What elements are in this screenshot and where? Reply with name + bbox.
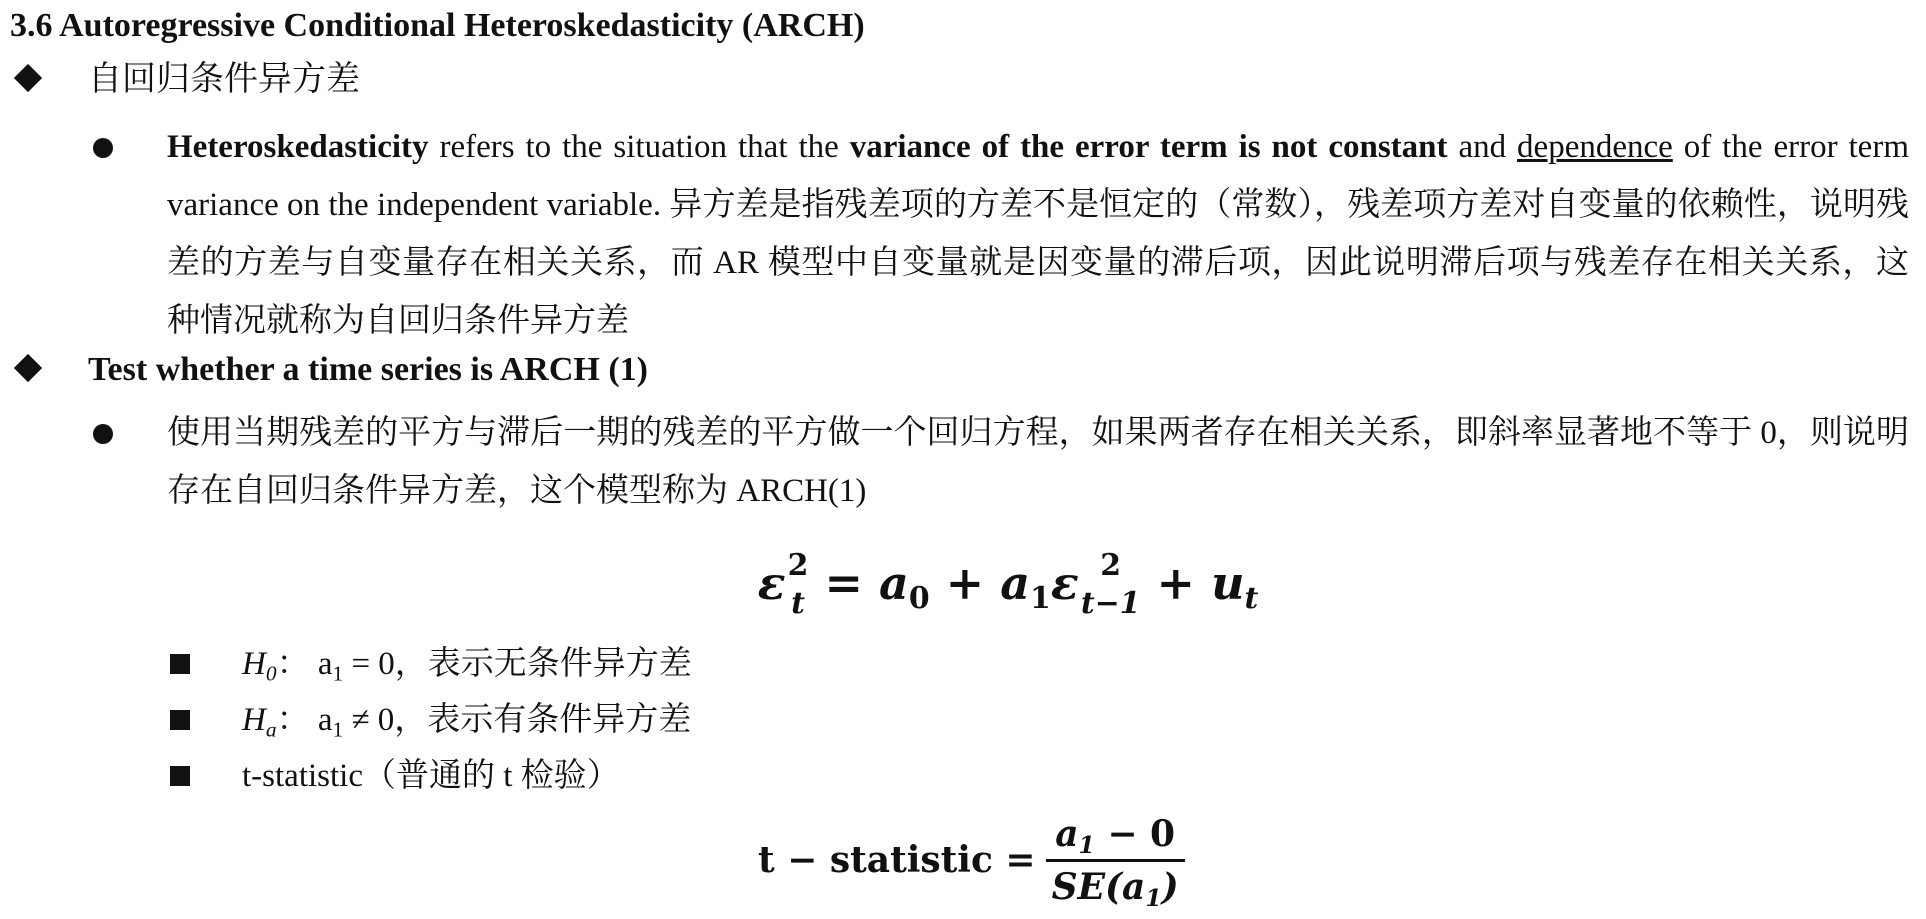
section2-title: Test whether a time series is ARCH (1) (88, 351, 648, 388)
term-heteroskedasticity: Heteroskedasticity (167, 129, 429, 165)
h0-sub: 0 (265, 661, 277, 686)
para-text-2: and (1447, 129, 1518, 165)
tstat-num: a (1055, 812, 1079, 855)
eq-e-sub: t−1 (1080, 586, 1141, 621)
tstat-lhs: t − statistic = (758, 839, 1036, 881)
h0-rest-sub: 1 (332, 661, 344, 686)
eq-e: ε (1050, 556, 1079, 610)
h0-tail: = 0，表示无条件异方差 (343, 646, 692, 682)
ha-var: H (242, 702, 266, 738)
tstat-num-rest: − 0 (1094, 812, 1176, 855)
section1-title: 自回归条件异方差 (88, 61, 360, 98)
ha-rest: ： a (276, 702, 333, 738)
tstat-den: SE(a (1051, 865, 1146, 908)
diamond-bullet-icon (14, 354, 42, 382)
square-bullet-icon (170, 710, 190, 730)
eq-lhs: ε (757, 556, 786, 610)
ha-sub: a (265, 717, 277, 742)
arch-test-paragraph: 使用当期残差的平方与滞后一期的残差的平方做一个回归方程，如果两者存在相关关系，即斜率显著地不等于 0，则说明存在自回归条件异方差，这个模型称为 ARCH(1) (167, 415, 1909, 509)
square-bullet-icon (170, 766, 190, 786)
diamond-bullet-icon (14, 64, 42, 92)
eq-u: u (1211, 556, 1245, 610)
emphasis-text: variance of the error term is not constant (849, 129, 1448, 165)
arch1-equation (0, 548, 1926, 621)
circle-bullet-icon (93, 424, 113, 444)
h0-var: H (242, 646, 266, 682)
heteroskedasticity-paragraph (167, 118, 1909, 350)
eq-plus2: + (1140, 556, 1212, 610)
t-statistic-label: t-statistic（普通的 t 检验） (242, 758, 620, 794)
square-bullet-icon (170, 654, 190, 674)
eq-plus1: + (929, 556, 1001, 610)
eq-a0-sub: 0 (908, 580, 930, 616)
para-text-1: refers to the situation that the (428, 129, 850, 165)
eq-a0: a (879, 556, 909, 610)
tstat-den-rest: ) (1161, 865, 1179, 908)
para-text-3: of the error term variance on the independent variable. 异方差是指残差项的方差不是恒定的（常数），残差项方差对自变量的依赖性，说明残差的方差与自变量存在相关关系，而 AR 模型中自变量就是因变量的滞后项，因此说明滞后项与残差存在相关关系，这种情况就称为自回归条件异方差 (167, 129, 1909, 339)
t-statistic-formula (758, 810, 1185, 910)
tstat-num-sub: 1 (1078, 830, 1095, 859)
tstat-fraction (1046, 812, 1185, 912)
eq-lhs-sub: t (791, 586, 805, 621)
eq-lhs-sup: 2 (787, 548, 809, 584)
eq-a1: a (1000, 556, 1031, 610)
h0-rest: ： a (276, 646, 333, 682)
eq-equals: = (808, 556, 880, 610)
circle-bullet-icon (93, 138, 113, 158)
ha-tail: ≠ 0，表示有条件异方差 (343, 702, 692, 738)
tstat-den-sub: 1 (1145, 883, 1162, 912)
ha-rest-sub: 1 (332, 717, 344, 742)
section-heading: 3.6 Autoregressive Conditional Heteroskedasticity (ARCH) (10, 7, 865, 44)
eq-e-sup: 2 (1100, 548, 1122, 584)
eq-u-sub: t (1244, 580, 1259, 616)
eq-a1-sub: 1 (1030, 580, 1051, 616)
underlined-term: dependence (1517, 129, 1673, 165)
